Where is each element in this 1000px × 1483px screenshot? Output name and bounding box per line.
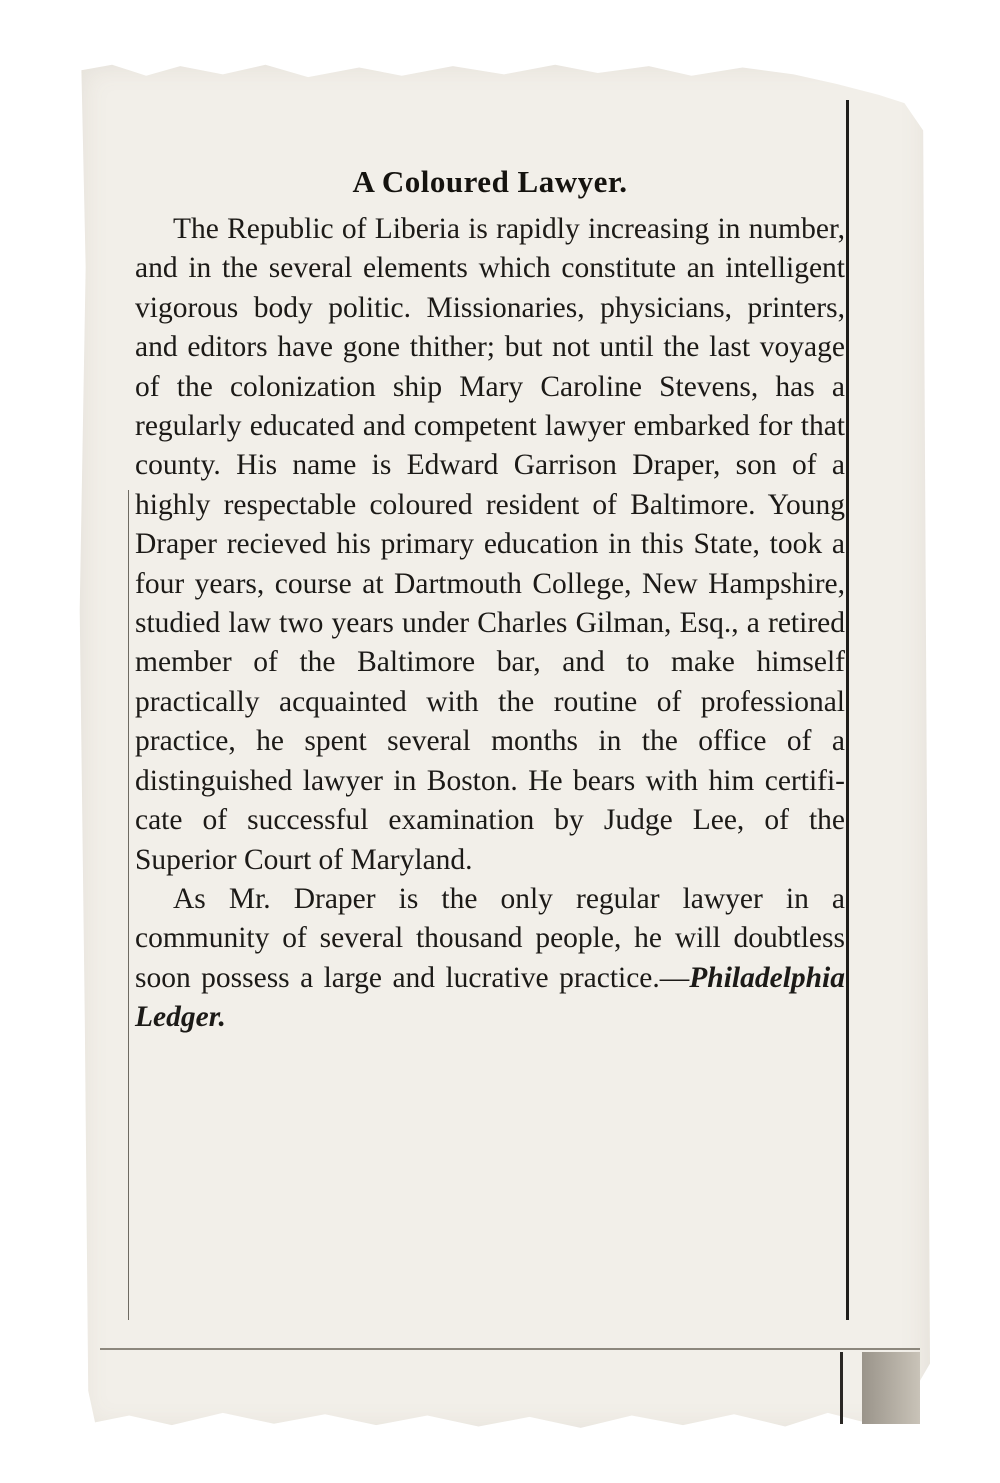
paragraph-text: The Republic of Liberia is rapidly increasing in number, and in the several elements which constitute an intelligent vigorous body politic. Missionaries, physicians, printers, and editors have gone thither; but not until the last voyage of the colonization ship Mary Caroline Stevens, has a regularly educated and competent lawyer embarked for that county. His name is Edward Garrison Draper, son of a highly respectable coloured resident of Baltimore. Young Draper recieved his primary education in this State, took a four years, course at Dartmouth College, New Hampshire, studied law two years under Charles Gilman, Esq., a retired member of the Baltimore bar, and to make himself practically acquainted with the routine of professional practice, he spent several months in the office of a distinguished lawyer in Boston. He bears with him certificate of successful examination by Judge Lee, of the Superior Court of Maryland.: [135, 213, 845, 876]
column-rule-right: [846, 100, 849, 1320]
column-rule-bottom: [100, 1348, 920, 1350]
article-headline: A Coloured Lawyer.: [352, 164, 628, 199]
adjacent-column-fragment: [862, 1352, 920, 1424]
article-paragraph: [135, 880, 845, 1038]
column-rule-left: [128, 490, 129, 1320]
adjacent-column-rule: [840, 1352, 843, 1424]
paragraph-text: As Mr. Draper is the only regular lawyer in a community of several thousand people, he will doubtless soon possess a large and lucrative practice.—: [135, 882, 845, 994]
article: [135, 160, 845, 1038]
article-source: Philadelphia Ledger.: [135, 961, 845, 1034]
article-paragraph: [135, 210, 845, 880]
